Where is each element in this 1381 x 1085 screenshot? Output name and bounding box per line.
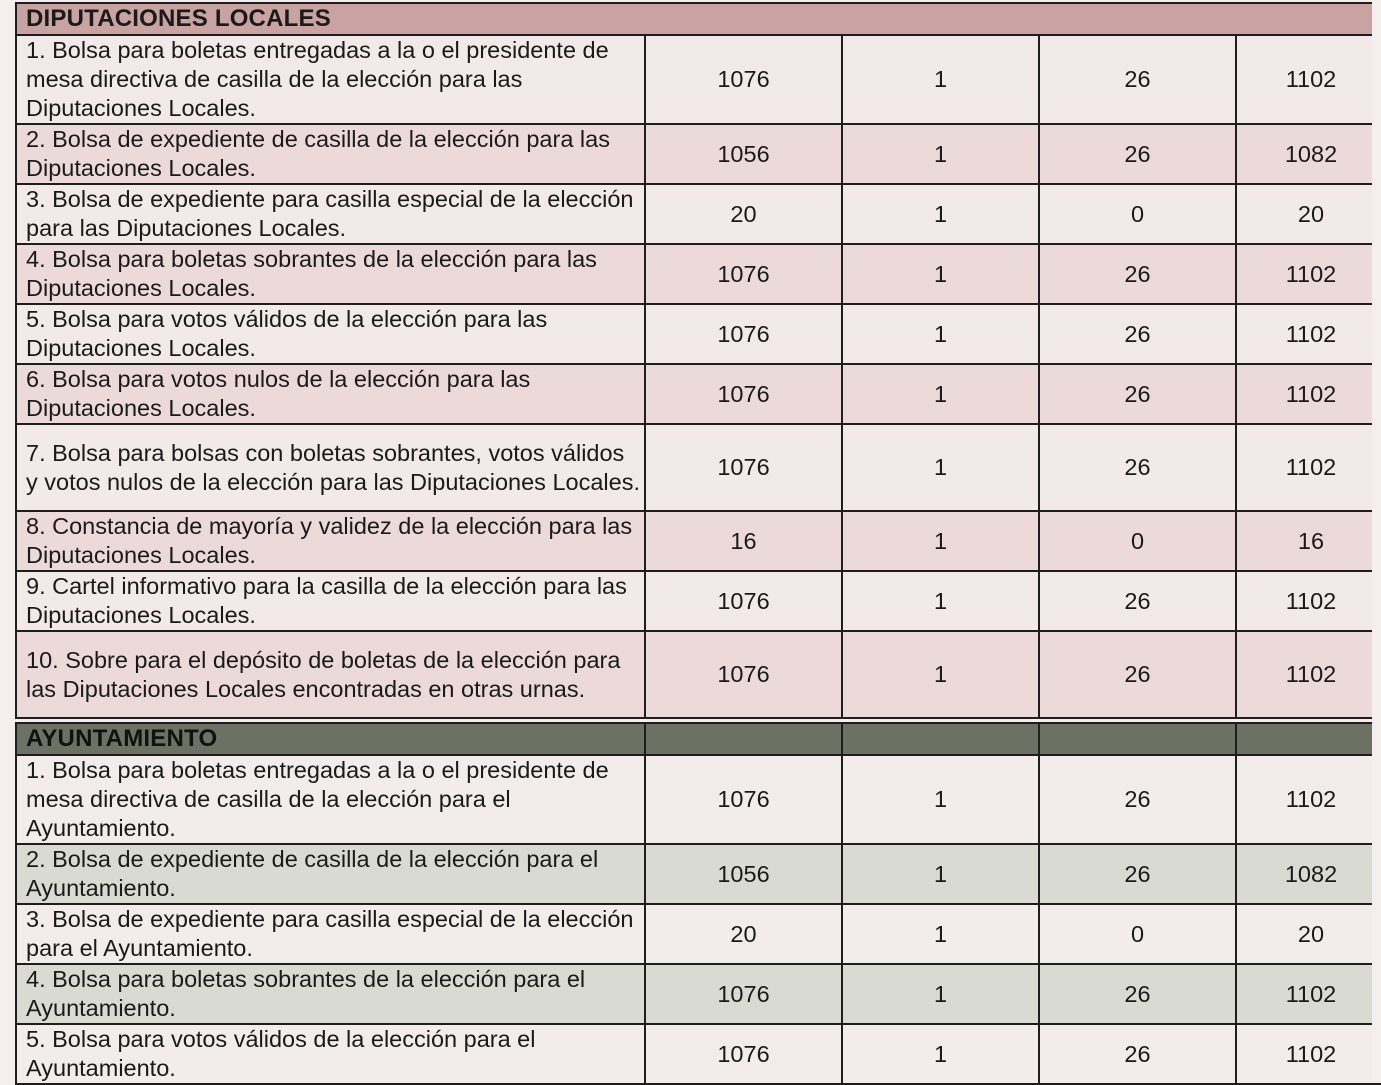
row-value-total: 1102 (1236, 755, 1381, 844)
materials-table (15, 2, 1381, 1085)
row-value-1: 1076 (645, 424, 842, 511)
row-value-2: 1 (842, 304, 1039, 364)
table-row (16, 964, 1381, 1024)
row-value-1: 1076 (645, 571, 842, 631)
row-value-3: 26 (1039, 1024, 1236, 1084)
section-title: DIPUTACIONES LOCALES (16, 3, 1381, 35)
table-row (16, 304, 1381, 364)
row-value-total: 20 (1236, 184, 1381, 244)
row-value-2: 1 (842, 904, 1039, 964)
table-row (16, 755, 1381, 844)
section-header-diputaciones (16, 3, 1381, 35)
table-row (16, 364, 1381, 424)
row-value-1: 1076 (645, 964, 842, 1024)
row-value-3: 26 (1039, 424, 1236, 511)
table-row (16, 904, 1381, 964)
row-value-3: 26 (1039, 304, 1236, 364)
header-empty-cell (1039, 723, 1236, 755)
row-value-2: 1 (842, 124, 1039, 184)
row-value-1: 20 (645, 904, 842, 964)
row-value-3: 0 (1039, 184, 1236, 244)
row-value-total: 1102 (1236, 964, 1381, 1024)
row-value-1: 1076 (645, 244, 842, 304)
row-value-total: 1102 (1236, 1024, 1381, 1084)
row-value-1: 1076 (645, 35, 842, 124)
table-row (16, 35, 1381, 124)
row-value-3: 26 (1039, 631, 1236, 718)
row-value-1: 1056 (645, 844, 842, 904)
table-row (16, 1024, 1381, 1084)
row-value-3: 0 (1039, 511, 1236, 571)
row-value-1: 20 (645, 184, 842, 244)
row-value-2: 1 (842, 364, 1039, 424)
table-row (16, 631, 1381, 718)
row-value-2: 1 (842, 964, 1039, 1024)
row-value-3: 26 (1039, 755, 1236, 844)
table-row (16, 844, 1381, 904)
row-label: 4. Bolsa para boletas sobrantes de la elección para el Ayuntamiento. (16, 964, 645, 1024)
row-value-2: 1 (842, 511, 1039, 571)
row-value-total: 16 (1236, 511, 1381, 571)
row-value-2: 1 (842, 571, 1039, 631)
row-value-total: 1082 (1236, 124, 1381, 184)
row-label: 2. Bolsa de expediente de casilla de la elección para las Diputaciones Locales. (16, 124, 645, 184)
row-value-2: 1 (842, 844, 1039, 904)
row-value-total: 20 (1236, 904, 1381, 964)
row-value-3: 26 (1039, 571, 1236, 631)
row-label: 1. Bolsa para boletas entregadas a la o el presidente de mesa directiva de casilla de la elección para el Ayuntamiento. (16, 755, 645, 844)
row-value-2: 1 (842, 1024, 1039, 1084)
row-value-total: 1102 (1236, 571, 1381, 631)
row-label: 2. Bolsa de expediente de casilla de la elección para el Ayuntamiento. (16, 844, 645, 904)
section-header-ayuntamiento (16, 723, 1381, 755)
header-empty-cell (645, 723, 842, 755)
row-value-3: 26 (1039, 364, 1236, 424)
row-value-2: 1 (842, 631, 1039, 718)
row-value-total: 1102 (1236, 304, 1381, 364)
row-label: 4. Bolsa para boletas sobrantes de la elección para las Diputaciones Locales. (16, 244, 645, 304)
row-value-3: 26 (1039, 964, 1236, 1024)
row-value-total: 1082 (1236, 844, 1381, 904)
row-value-1: 1056 (645, 124, 842, 184)
row-value-3: 26 (1039, 244, 1236, 304)
row-value-3: 26 (1039, 844, 1236, 904)
row-label: 5. Bolsa para votos válidos de la elección para el Ayuntamiento. (16, 1024, 645, 1084)
row-value-3: 26 (1039, 124, 1236, 184)
table-row (16, 124, 1381, 184)
row-label: 3. Bolsa de expediente para casilla especial de la elección para el Ayuntamiento. (16, 904, 645, 964)
row-value-total: 1102 (1236, 35, 1381, 124)
row-label: 1. Bolsa para boletas entregadas a la o el presidente de mesa directiva de casilla de la elección para las Diputaciones Locales. (16, 35, 645, 124)
section-title: AYUNTAMIENTO (16, 723, 645, 755)
row-label: 9. Cartel informativo para la casilla de la elección para las Diputaciones Locales. (16, 571, 645, 631)
row-label: 3. Bolsa de expediente para casilla especial de la elección para las Diputaciones Locales. (16, 184, 645, 244)
row-value-1: 16 (645, 511, 842, 571)
row-value-1: 1076 (645, 364, 842, 424)
table-row (16, 244, 1381, 304)
row-label: 7. Bolsa para bolsas con boletas sobrantes, votos válidos y votos nulos de la elección para las Diputaciones Locales. (16, 424, 645, 511)
row-label: 5. Bolsa para votos válidos de la elección para las Diputaciones Locales. (16, 304, 645, 364)
row-value-total: 1102 (1236, 631, 1381, 718)
header-empty-cell (1236, 723, 1381, 755)
row-value-2: 1 (842, 755, 1039, 844)
row-value-2: 1 (842, 35, 1039, 124)
row-value-1: 1076 (645, 755, 842, 844)
table-row (16, 511, 1381, 571)
row-label: 10. Sobre para el depósito de boletas de la elección para las Diputaciones Locales encontradas en otras urnas. (16, 631, 645, 718)
row-value-total: 1102 (1236, 424, 1381, 511)
table-row (16, 571, 1381, 631)
row-value-1: 1076 (645, 1024, 842, 1084)
row-label: 8. Constancia de mayoría y validez de la elección para las Diputaciones Locales. (16, 511, 645, 571)
row-label: 6. Bolsa para votos nulos de la elección para las Diputaciones Locales. (16, 364, 645, 424)
row-value-2: 1 (842, 244, 1039, 304)
row-value-2: 1 (842, 424, 1039, 511)
row-value-2: 1 (842, 184, 1039, 244)
row-value-total: 1102 (1236, 364, 1381, 424)
row-value-total: 1102 (1236, 244, 1381, 304)
row-value-3: 0 (1039, 904, 1236, 964)
row-value-1: 1076 (645, 304, 842, 364)
row-value-3: 26 (1039, 35, 1236, 124)
page-right-margin (1372, 0, 1381, 1080)
table-row (16, 424, 1381, 511)
row-value-1: 1076 (645, 631, 842, 718)
table-row (16, 184, 1381, 244)
header-empty-cell (842, 723, 1039, 755)
